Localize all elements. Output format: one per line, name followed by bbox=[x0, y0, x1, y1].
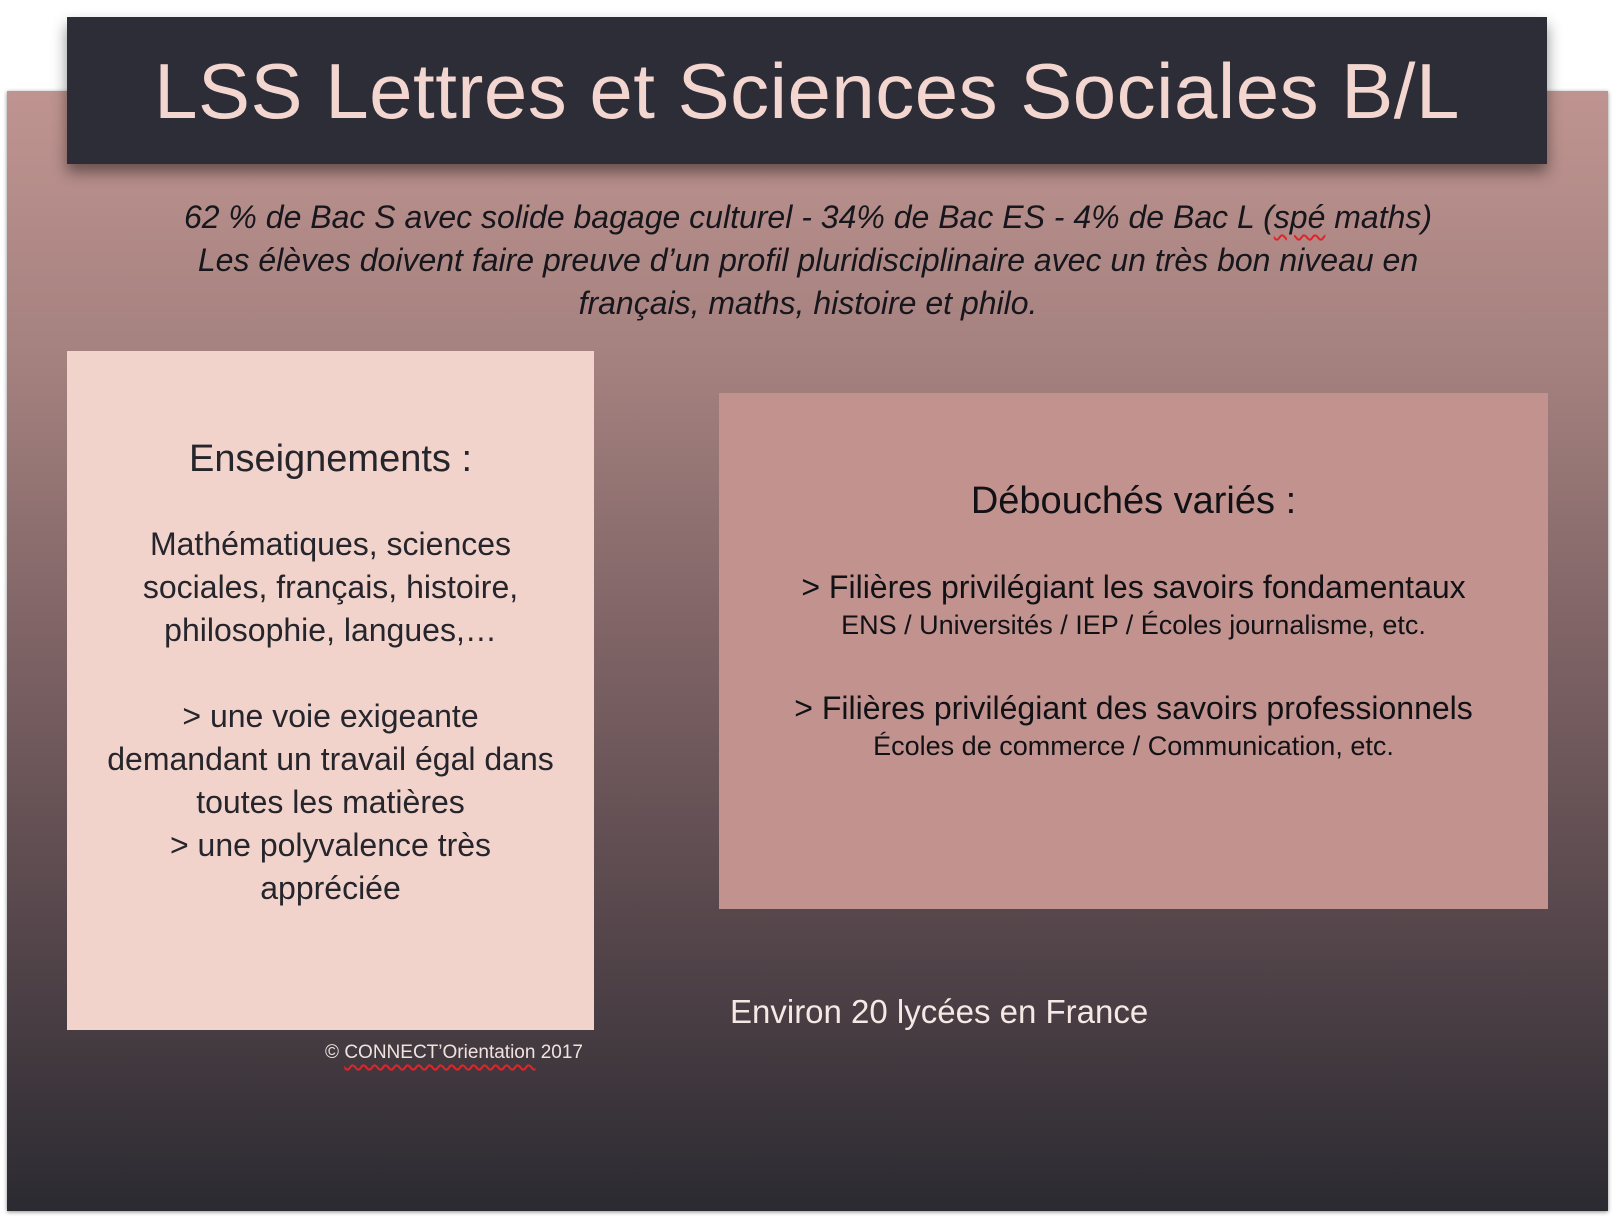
teaching-line: philosophie, langues,… bbox=[164, 612, 497, 648]
outlets-panel bbox=[719, 393, 1548, 909]
subtitle-line-3: français, maths, histoire et philo. bbox=[578, 285, 1038, 321]
teaching-line: > une voie exigeante bbox=[182, 698, 479, 734]
teaching-line: Mathématiques, sciences bbox=[149, 526, 512, 562]
outlet-title: > Filières privilégiant des savoirs professionnels bbox=[794, 690, 1473, 726]
outlet-detail: ENS / Universités / IEP / Écoles journalisme, etc. bbox=[841, 610, 1426, 640]
subtitle-line-1-end: maths) bbox=[1325, 199, 1433, 235]
outlet-item bbox=[719, 567, 1548, 643]
outlet-detail: Écoles de commerce / Communication, etc. bbox=[873, 731, 1394, 761]
outlets-heading: Débouchés variés : bbox=[970, 480, 1297, 522]
outlet-title: > Filières privilégiant les savoirs fondamentaux bbox=[801, 569, 1466, 605]
copyright-brand: CONNECT’Orientation bbox=[344, 1042, 536, 1063]
copyright-year: 2017 bbox=[540, 1042, 583, 1063]
subtitle-line-2: Les élèves doivent faire preuve d’un profil pluridisciplinaire avec un très bon niveau en bbox=[197, 242, 1419, 278]
teaching-line: appréciée bbox=[260, 870, 401, 906]
subtitle-line-1 bbox=[80, 196, 1536, 239]
teaching-line: > une polyvalence très bbox=[169, 827, 492, 863]
teaching-panel bbox=[67, 351, 594, 1030]
copyright-notice bbox=[200, 1042, 583, 1064]
schools-count-note: Environ 20 lycées en France bbox=[730, 993, 1149, 1030]
teaching-heading: Enseignements : bbox=[188, 438, 473, 480]
teaching-line: toutes les matières bbox=[196, 784, 465, 820]
teaching-line: sociales, français, histoire, bbox=[142, 569, 519, 605]
teaching-spacer bbox=[67, 652, 594, 695]
page-title: LSS Lettres et Sciences Sociales B/L bbox=[154, 46, 1460, 135]
spellcheck-word: spé bbox=[1273, 199, 1326, 235]
copyright-symbol: © bbox=[325, 1042, 340, 1063]
subtitle-line-1-start: 62 % de Bac S avec solide bagage culturel - 34% de Bac ES - 4% de Bac L ( bbox=[183, 199, 1274, 235]
title-banner bbox=[67, 17, 1547, 164]
teaching-line: demandant un travail égal dans bbox=[107, 741, 554, 777]
teaching-body bbox=[67, 523, 594, 910]
outlet-item bbox=[719, 688, 1548, 764]
subtitle-block bbox=[80, 196, 1536, 325]
